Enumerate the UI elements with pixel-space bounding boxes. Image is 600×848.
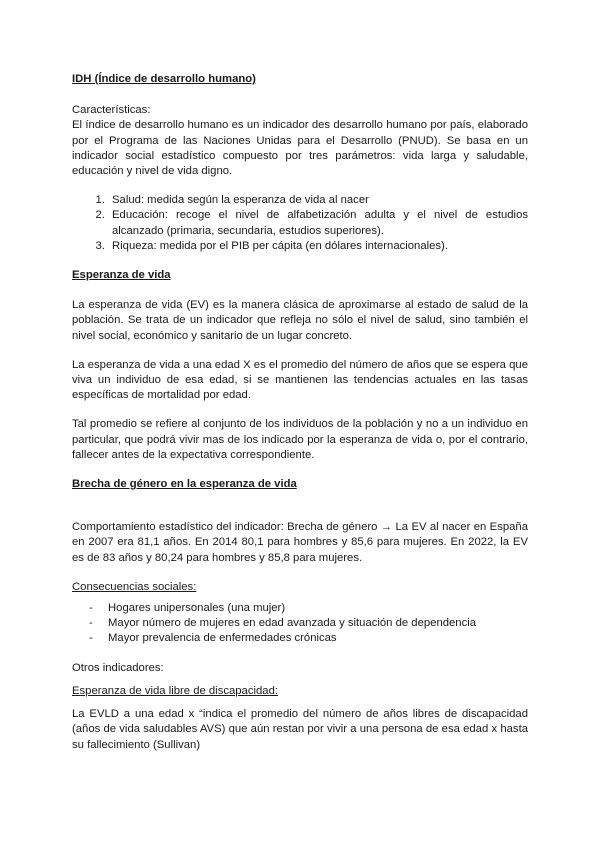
esperanza-paragraph-1: La esperanza de vida (EV) es la manera clásica de aproximarse al estado de salud de la población. Se trata de un indicador que refleja no sólo el nivel de salud, sino también el nivel social, económico y sanitario de un lugar concreto. [72,299,528,342]
idh-list [72,193,528,254]
esperanza-paragraph-3: Tal promedio se refiere al conjunto de los individuos de la población y no a un individuo en particular, que podrá vivir mas de los indicado por la esperanza de vida o, por el contrario, fallecer antes de la expectativa correspondiente. [72,418,528,461]
idh-heading: IDH (Índice de desarrollo humano) [72,73,256,85]
document-page [72,72,528,753]
esperanza-paragraph-2: La esperanza de vida a una edad X es el promedio del número de años que se espera que viva un individuo de esa edad, si se mantienen las tendencias actuales en las tasas específicas de mortalidad por edad. [72,358,528,402]
list-item: - Mayor prevalencia de enfermedades crónicas [108,631,528,646]
list-item: - Mayor número de mujeres en edad avanzada y situación de dependencia [108,616,528,631]
evld-paragraph: La EVLD a una edad x “indica el promedio del número de años libres de discapacidad (años de vida saludables AVS) que aún restan por vivir a una persona de esa edad x hasta su fallecimiento (Sullivan) [72,708,528,751]
list-item: 3. Riqueza: medida por el PIB per cápita (en dólares internacionales). [108,239,528,254]
list-item: 1. Salud: medida según la esperanza de vida al nacer [108,193,528,208]
idh-paragraph: El índice de desarrollo humano es un indicador des desarrollo humano por país, elaborado por el Programa de las Naciones Unidas para el Desarrollo (PNUD). Se basa en un indicador social estadístico compuesto por tres parámetros: vida larga y saludable, educación y nivel de vida digno. [72,119,528,178]
consecuencias-list [72,601,528,647]
brecha-paragraph: Comportamiento estadístico del indicador: Brecha de género → La EV al nacer en España en 2007 era 81,1 años. En 2014 80,1 para hombres y 85,6 para mujeres. En 2022, la EV es de 83 años y 80,24 para hombres y 85,8 para mujeres. [72,521,528,564]
esperanza-heading: Esperanza de vida [72,269,171,282]
evld-label: Esperanza de vida libre de discapacidad: [72,684,278,697]
list-item: 2. Educación: recoge el nivel de alfabetización adulta y el nivel de estudios alcanzado (primaria, secundaria, estudios superiores). [108,208,528,238]
list-item: - Hogares unipersonales (una mujer) [108,601,528,616]
caracteristicas-label: Características: [72,104,151,117]
consecuencias-label: Consecuencias sociales: [72,580,197,593]
brecha-heading: Brecha de género en la esperanza de vida [72,478,297,491]
otros-indicadores-label: Otros indicadores: [72,661,164,674]
